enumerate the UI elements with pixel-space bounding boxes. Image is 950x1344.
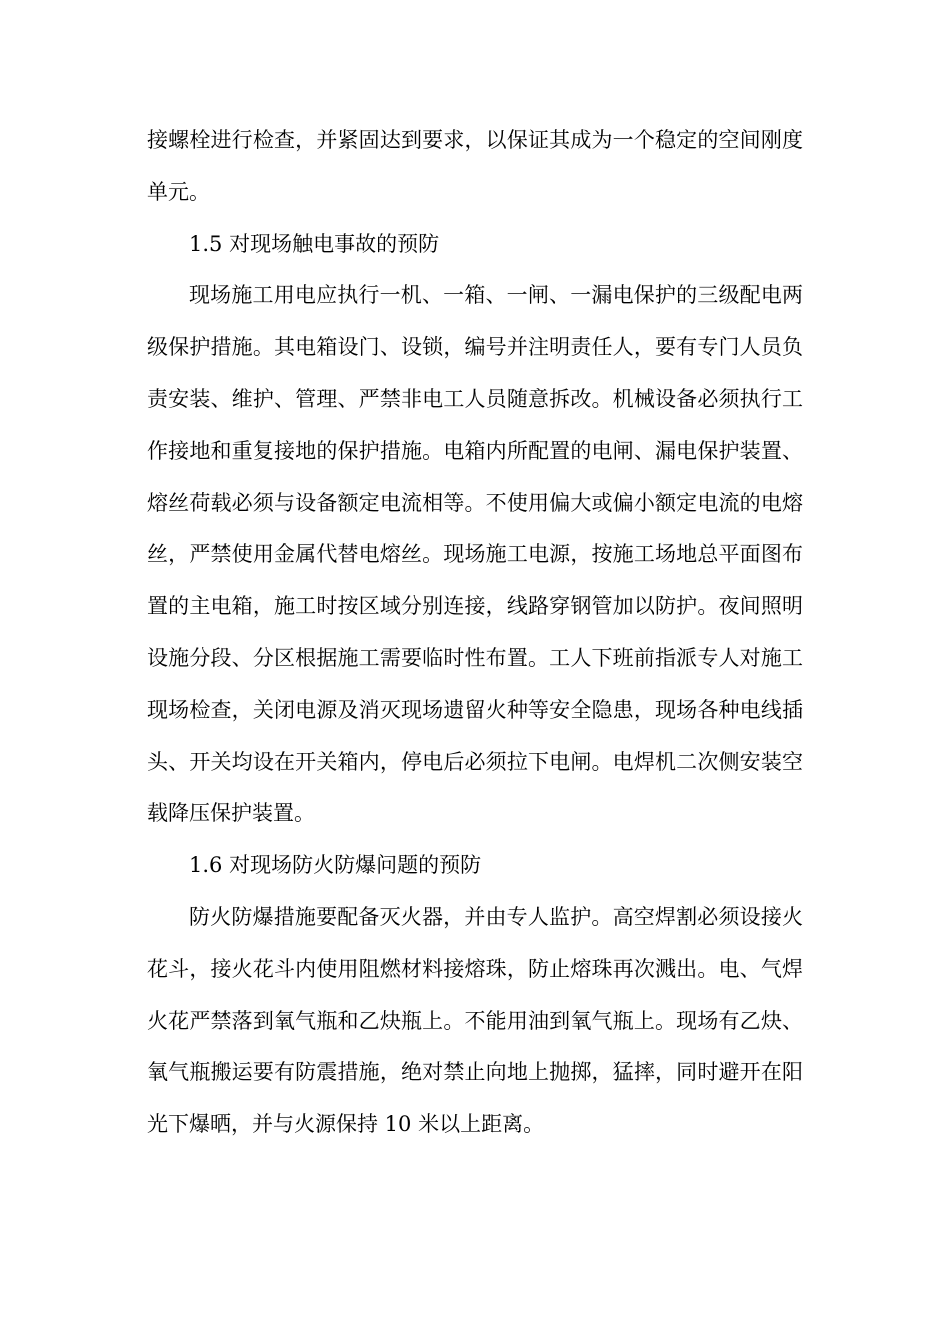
paragraph-fire-explosion-safety: 防火防爆措施要配备灭火器，并由专人监护。高空焊割必须设接火花斗，接火花斗内使用阻燃材料接熔珠，防止熔珠再次溅出。电、气焊火花严禁落到氧气瓶和乙炔瓶上。不能用油到氧气瓶上。现场有乙炔、氧气瓶搬运要有防震措施，绝对禁止向地上抛掷，猛摔，同时避开在阳光下爆晒，并与火源保持 10 米以上距离。 [147, 904, 803, 1137]
section-heading-1-6: 1.6 对现场防火防爆问题的预防 [189, 853, 482, 878]
paragraph-electric-safety: 现场施工用电应执行一机、一箱、一闸、一漏电保护的三级配电两级保护措施。其电箱设门、设锁，编号并注明责任人，要有专门人员负责安装、维护、管理、严禁非电工人员随意拆改。机械设备必须执行工作接地和重复接地的保护措施。电箱内所配置的电闸、漏电保护装置、熔丝荷载必须与设备额定电流相等。不使用偏大或偏小额定电流的电熔丝，严禁使用金属代替电熔丝。现场施工电源，按施工场地总平面图布置的主电箱，施工时按区域分别连接，线路穿钢管加以防护。夜间照明设施分段、分区根据施工需要临时性布置。工人下班前指派专人对施工现场检查，关闭电源及消灭现场遗留火种等安全隐患，现场各种电线插头、开关均设在开关箱内，停电后必须拉下电闸。电焊机二次侧安装空载降压保护装置。 [147, 283, 803, 826]
paragraph-continuation: 接螺栓进行检查，并紧固达到要求，以保证其成为一个稳定的空间刚度单元。 [147, 128, 803, 204]
section-heading-1-5: 1.5 对现场触电事故的预防 [189, 231, 440, 256]
document-body [147, 115, 803, 1151]
